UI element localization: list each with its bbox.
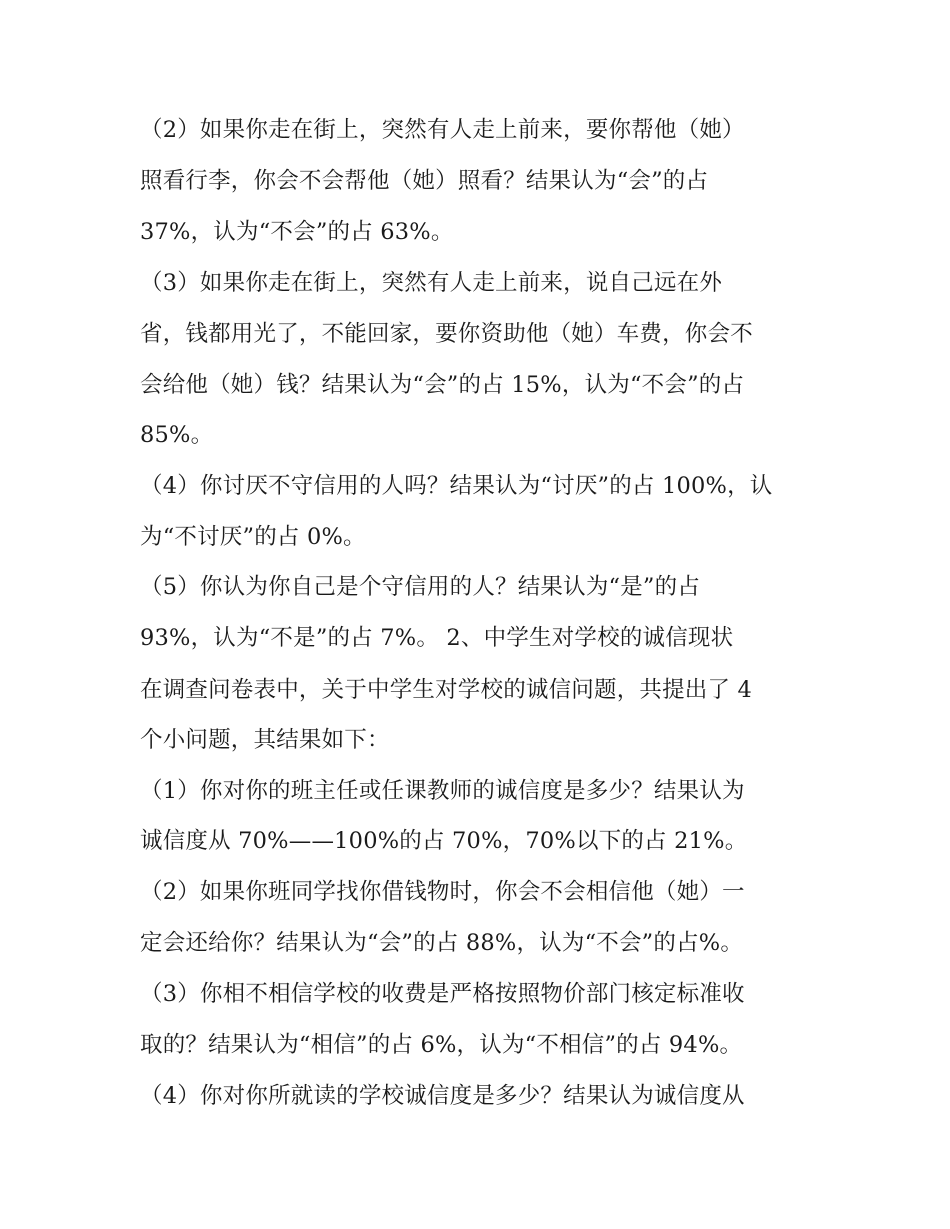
text-line: 个小问题，其结果如下： (140, 727, 390, 753)
text-line: 37%，认为“不会”的占 63%。 (140, 219, 454, 245)
text-line: （1）你对你的班主任或任课教师的诚信度是多少？结果认为 (140, 778, 745, 804)
text-line: 省，钱都用光了，不能回家，要你资助他（她）车费，你会不 (140, 321, 753, 347)
text-line: （4）你讨厌不守信用的人吗？结果认为“讨厌”的占 100%，认 (140, 473, 773, 499)
text-line: 为“不讨厌”的占 0%。 (140, 524, 366, 550)
text-line: （5）你认为你自己是个守信用的人？结果认为“是”的占 (140, 574, 701, 600)
text-line: （3）如果你走在街上，突然有人走上前来，说自己远在外 (140, 270, 723, 296)
text-line: 在调查问卷表中，关于中学生对学校的诚信问题，共提出了 4 (140, 677, 753, 703)
text-line: 85%。 (140, 422, 214, 448)
text-line: 照看行李，你会不会帮他（她）照看？结果认为“会”的占 (140, 168, 709, 194)
text-line: （4）你对你所就读的学校诚信度是多少？结果认为诚信度从 (140, 1083, 745, 1109)
text-line: 取的？结果认为“相信”的占 6%，认为“不相信”的占 94%。 (140, 1032, 743, 1058)
text-line: 93%，认为“不是”的占 7%。 2、中学生对学校的诚信现状 (140, 625, 734, 651)
text-line: 定会还给你？结果认为“会”的占 88%，认为“不会”的占%。 (140, 930, 744, 956)
text-line: 会给他（她）钱？结果认为“会”的占 15%，认为“不会”的占 (140, 372, 745, 398)
text-line: （2）如果你班同学找你借钱物时，你会不会相信他（她）一 (140, 879, 745, 905)
text-line: （2）如果你走在街上，突然有人走上前来，要你帮他（她） (140, 117, 745, 143)
text-line: （3）你相不相信学校的收费是严格按照物价部门核定标准收 (140, 981, 745, 1007)
text-line: 诚信度从 70%——100%的占 70%，70%以下的占 21%。 (140, 828, 748, 854)
